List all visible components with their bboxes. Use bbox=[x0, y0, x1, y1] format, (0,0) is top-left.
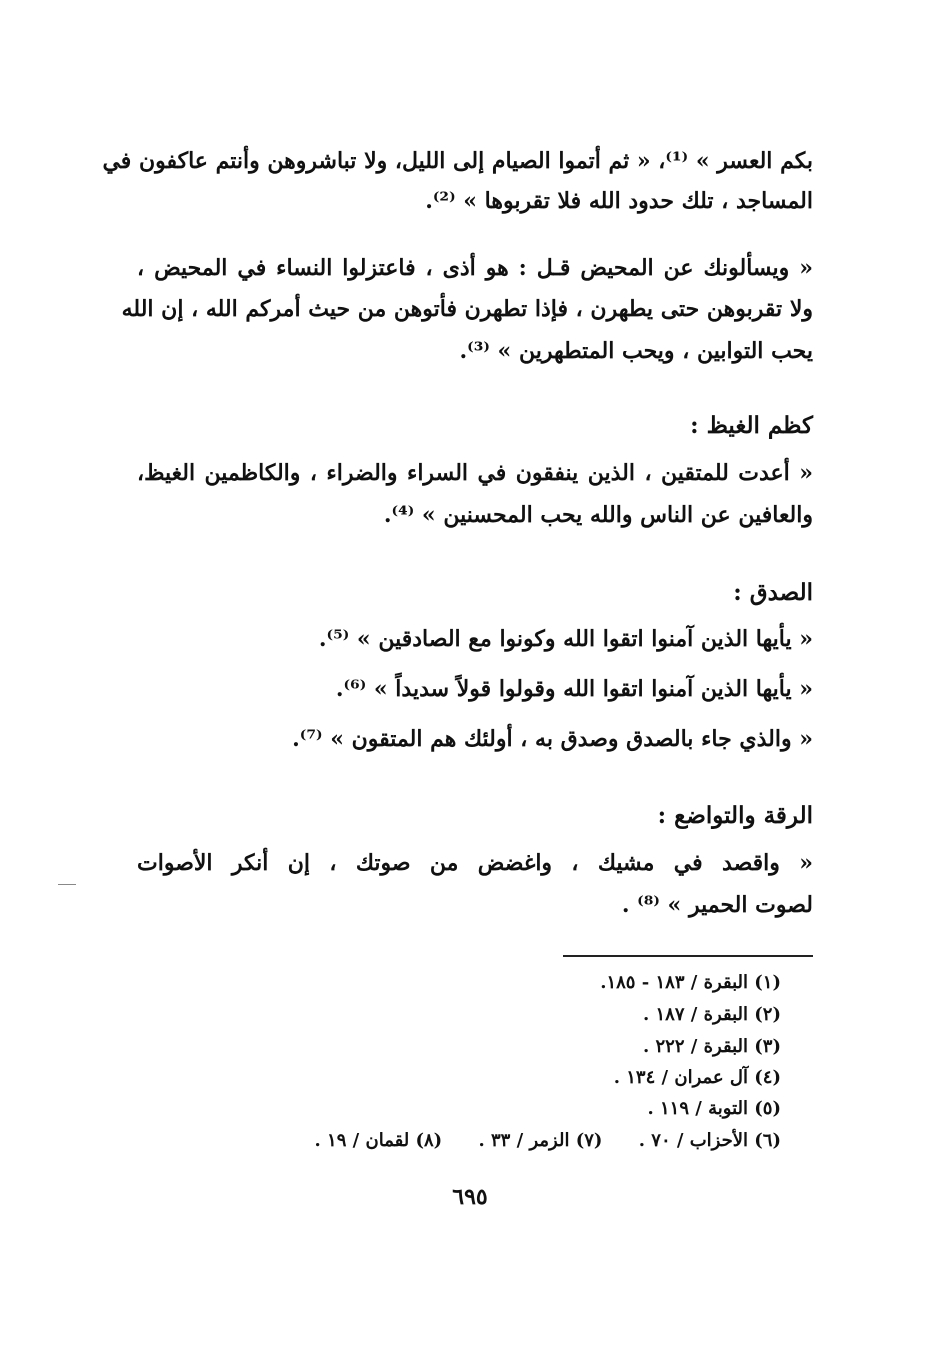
footnote: (٦) الأحزاب / ٧٠ . bbox=[638, 1130, 781, 1151]
footnote: (٤) آل عمران / ١٣٤ . bbox=[613, 1067, 781, 1088]
body-line: يحب التوابين ، ويحب المتطهرين » ⁽³⁾. bbox=[459, 338, 813, 364]
section-line: والعافين عن الناس والله يحب المحسنين » ⁽⁴⁾. bbox=[383, 502, 813, 528]
body-line: بكم العسر » ⁽¹⁾، « ثم أتموا الصيام إلى الليل، ولا تباشروهن وأنتم عاكفون في bbox=[102, 148, 813, 174]
section-heading: الرقة والتواضع : bbox=[657, 802, 813, 829]
footnote-separator bbox=[563, 955, 813, 957]
footnote: (٨) لقمان / ١٩ . bbox=[314, 1130, 443, 1151]
body-line: المساجد ، تلك حدود الله فلا تقربوها » ⁽²⁾. bbox=[425, 188, 813, 214]
body-line: ولا تقربوهن حتى يطهرن ، فإذا تطهرن فأتوهن من حيث أمركم الله ، إن الله bbox=[121, 296, 813, 322]
section-line: « يأيها الذين آمنوا اتقوا الله وكونوا مع الصادقين » ⁽⁵⁾. bbox=[318, 626, 813, 652]
footnote: (٥) التوبة / ١١٩ . bbox=[647, 1098, 781, 1119]
section-line: « والذي جاء بالصدق وصدق به ، أولئك هم المتقون » ⁽⁷⁾. bbox=[292, 726, 813, 752]
section-line: « يأيها الذين آمنوا اتقوا الله وقولوا قولاً سديداً » ⁽⁶⁾. bbox=[335, 676, 813, 702]
footnote: (٢) البقرة / ١٨٧ . bbox=[642, 1004, 781, 1025]
section-line: « أعدت للمتقين ، الذين ينفقون في السراء والضراء ، والكاظمين الغيظ، bbox=[137, 460, 813, 486]
footnote: (٧) الزمر / ٣٣ . bbox=[478, 1130, 603, 1151]
footnote: (٣) البقرة / ٢٢٢ . bbox=[642, 1036, 781, 1057]
footnote-row bbox=[221, 1128, 781, 1154]
footnote: (١) البقرة / ١٨٣ - ١٨٥. bbox=[600, 972, 781, 993]
section-line: لصوت الحمير » ⁽⁸⁾ . bbox=[621, 892, 813, 918]
body-line: « ويسألونك عن المحيض قـل : هو أذى ، فاعتزلوا النساء في المحيض ، bbox=[137, 255, 813, 281]
page-number: ٦٩٥ bbox=[452, 1184, 488, 1210]
section-line: « واقصد في مشيك ، واغضض من صوتك ، إن أنكر الأصوات bbox=[137, 850, 813, 876]
section-heading: الصدق : bbox=[733, 579, 813, 606]
section-heading: كظم الغيظ : bbox=[690, 412, 813, 439]
margin-mark bbox=[58, 884, 76, 885]
